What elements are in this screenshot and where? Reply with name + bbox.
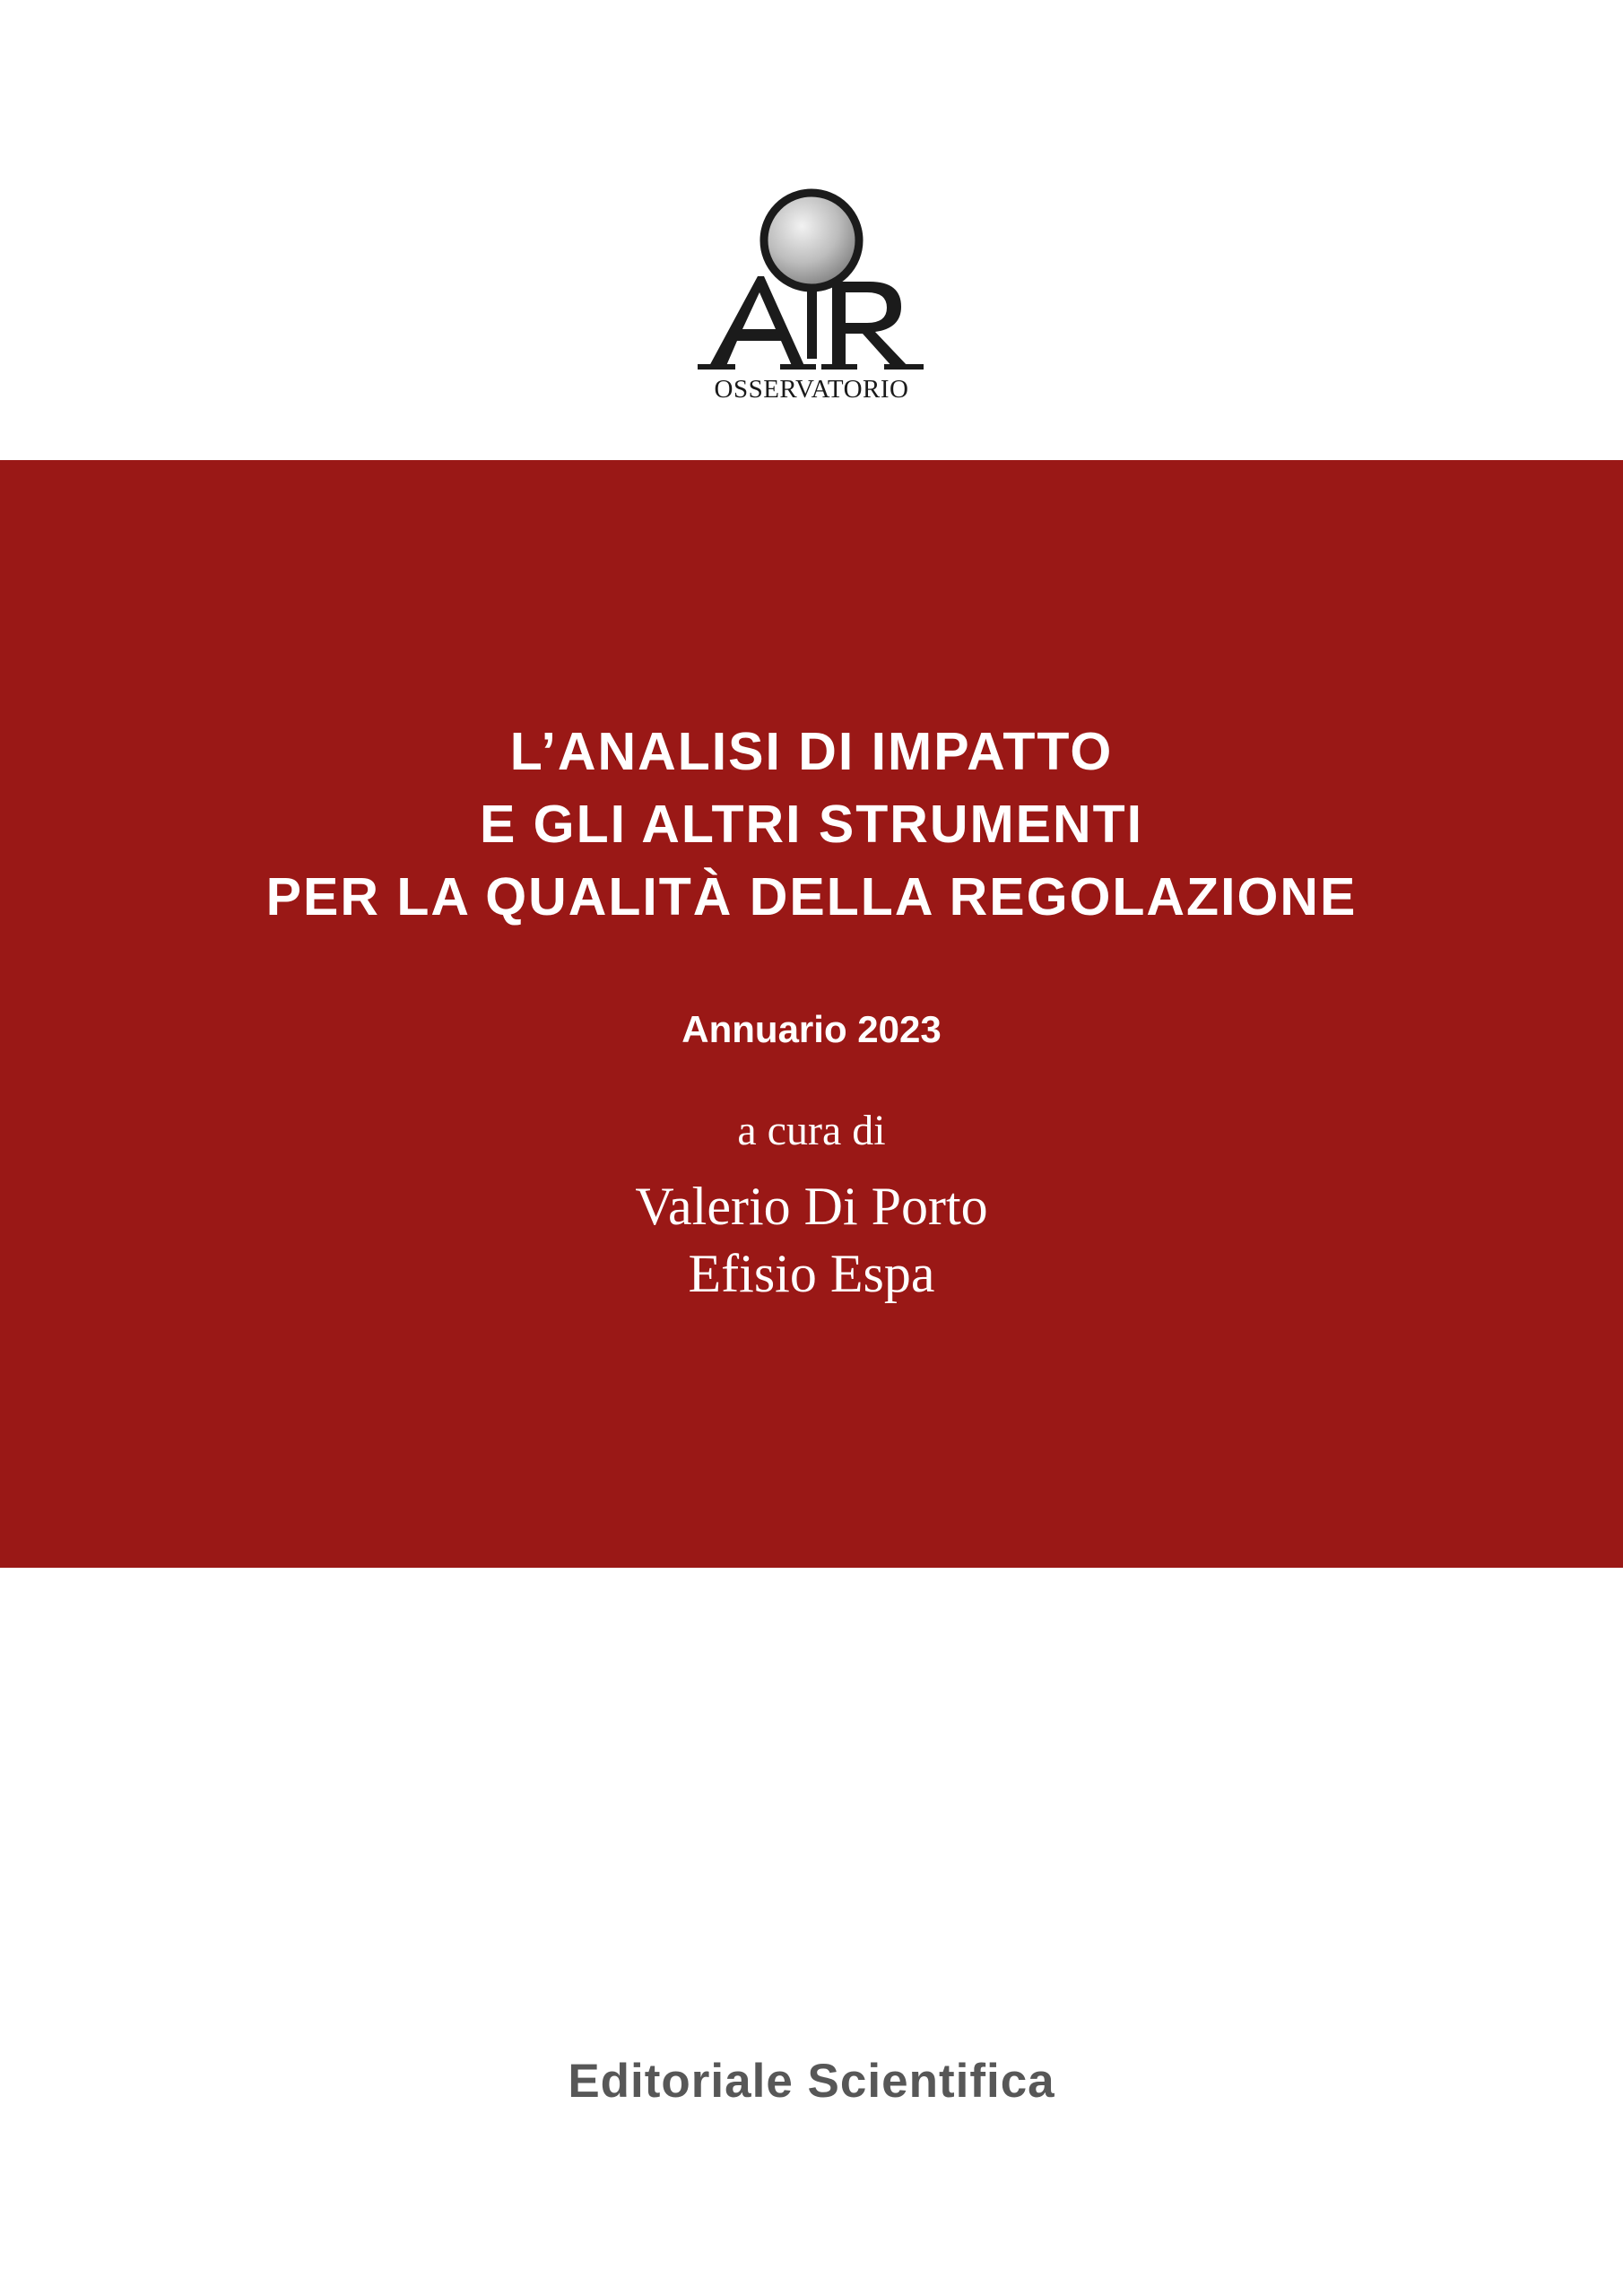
editors — [0, 1173, 1623, 1308]
title-band — [0, 460, 1623, 1568]
book-subtitle: Annuario 2023 — [681, 1008, 942, 1050]
book-title — [0, 716, 1623, 934]
publisher-name: Editoriale Scientifica — [568, 2055, 1055, 2108]
title-line-3: PER LA QUALITÀ DELLA REGOLAZIONE — [265, 867, 1358, 926]
logo-caption: OSSERVATORIO — [714, 375, 909, 404]
osservatorio-air-logo — [690, 188, 933, 413]
editor-name: Valerio Di Porto — [635, 1177, 988, 1236]
curated-by-label: a cura di — [737, 1107, 886, 1154]
title-line-2: E GLI ALTRI STRUMENTI — [479, 795, 1144, 854]
editor-name: Efisio Espa — [688, 1244, 935, 1303]
title-line-1: L’ANALISI DI IMPATTO — [509, 722, 1114, 781]
magnifying-glass-icon — [690, 188, 933, 377]
